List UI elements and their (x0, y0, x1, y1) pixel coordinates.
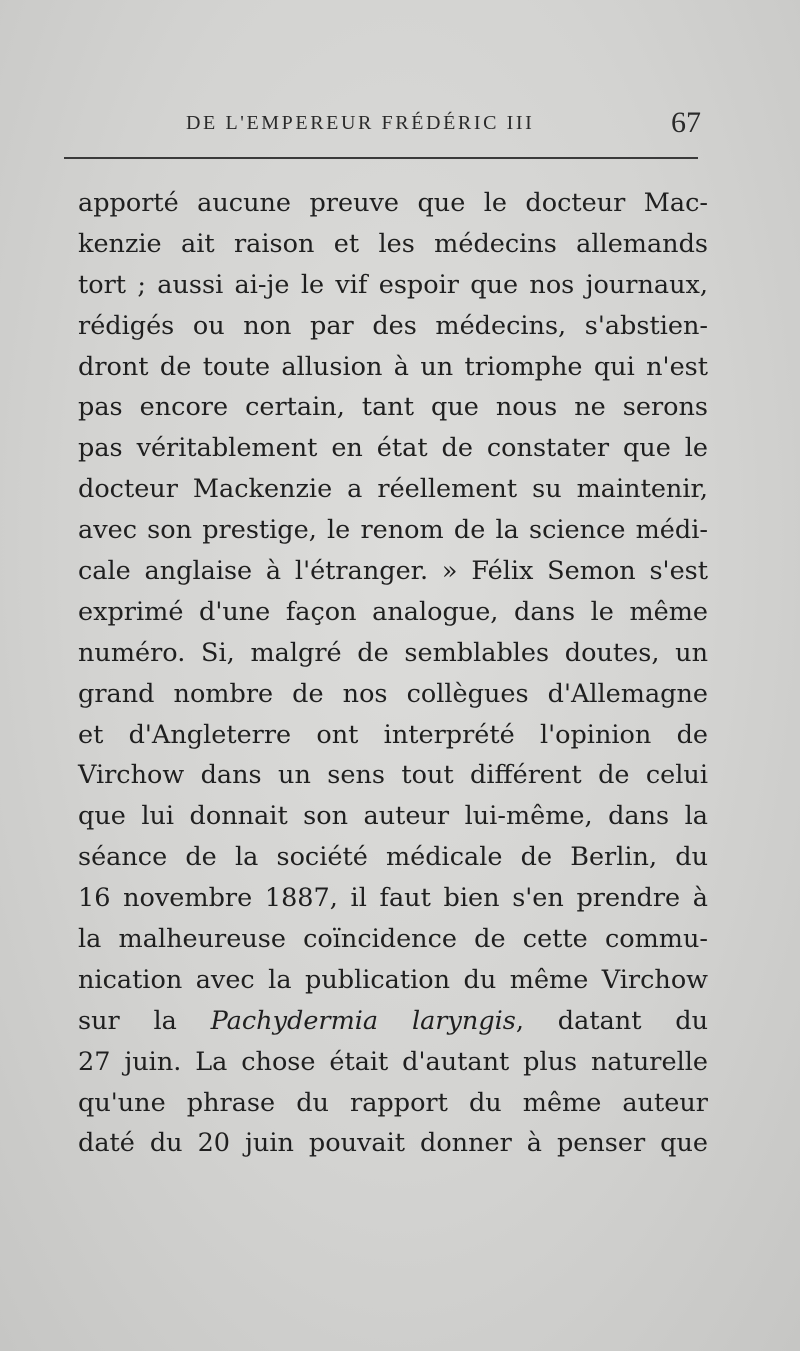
text-line: séance de la société médicale de Berlin, du (78, 842, 708, 873)
running-head: DE L'EMPEREUR FRÉDÉRIC III (186, 112, 535, 134)
body-text (78, 183, 708, 1164)
text-line: daté du 20 juin pouvait donner à penser que (78, 1128, 708, 1159)
text-line: et d'Angleterre ont interprété l'opinion de (78, 719, 708, 750)
text-line: apporté aucune preuve que le docteur Mac- (78, 188, 708, 218)
text-line: docteur Mackenzie a réellement su maintenir, (78, 474, 708, 505)
text-line: avec son prestige, le renom de la science médi- (78, 515, 708, 546)
text-line: dront de toute allusion à un triomphe qui n'est (78, 351, 708, 382)
text-line: rédigés ou non par des médecins, s'abstien- (78, 310, 708, 341)
text-run: sur la (78, 1005, 211, 1036)
text-line: grand nombre de nos collègues d'Allemagne (78, 678, 708, 709)
text-line: Virchow dans un sens tout différent de celui (78, 760, 708, 791)
text-line: kenzie ait raison et les médecins allemands (78, 228, 708, 259)
italic-term: Pachydermia laryngis (210, 1005, 516, 1036)
text-line: pas véritablement en état de constater que le (78, 433, 708, 464)
text-line: que lui donnait son auteur lui-même, dans la (78, 801, 708, 832)
page-header (0, 106, 800, 146)
text-run: , datant du (515, 1005, 708, 1036)
text-line-with-italic (78, 1001, 708, 1042)
text-line: pas encore certain, tant que nous ne serons (78, 392, 708, 423)
text-line: 16 novembre 1887, il faut bien s'en prendre à (78, 883, 708, 914)
text-line: cale anglaise à l'étranger. » Félix Semon s'est (78, 556, 708, 587)
text-line: tort ; aussi ai-je le vif espoir que nos journaux, (78, 269, 708, 300)
text-line: qu'une phrase du rapport du même auteur (78, 1087, 708, 1118)
header-rule (64, 157, 698, 159)
text-line: exprimé d'une façon analogue, dans le même (78, 596, 708, 627)
page-number: 67 (671, 106, 701, 139)
text-line: 27 juin. La chose était d'autant plus naturelle (78, 1046, 708, 1077)
text-line: la malheureuse coïncidence de cette commu- (78, 924, 708, 955)
text-line: numéro. Si, malgré de semblables doutes, un (78, 637, 708, 668)
text-line: nication avec la publication du même Virchow (78, 964, 708, 995)
